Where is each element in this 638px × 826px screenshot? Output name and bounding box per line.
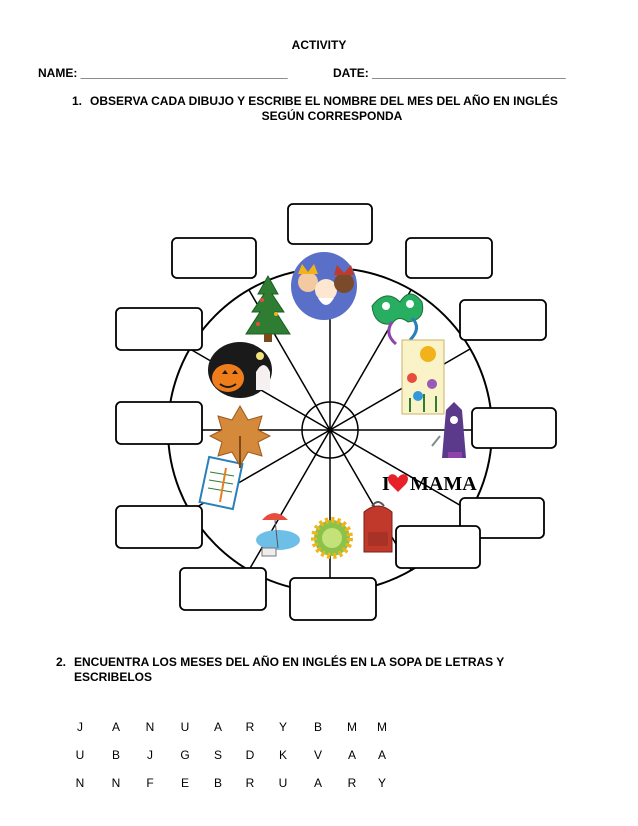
- answer-box-8[interactable]: [180, 568, 266, 610]
- letter-cell[interactable]: R: [245, 776, 255, 790]
- answer-box-12[interactable]: [172, 238, 256, 278]
- letter-cell[interactable]: M: [377, 720, 387, 734]
- letter-cell[interactable]: A: [313, 776, 322, 790]
- summer-beach-icon: [256, 513, 300, 556]
- answer-box-11[interactable]: [116, 308, 202, 350]
- heart-icon: [388, 474, 408, 492]
- letter-cell[interactable]: N: [111, 776, 121, 790]
- answer-box-2[interactable]: [406, 238, 492, 278]
- letter-cell[interactable]: K: [278, 748, 287, 762]
- date-field[interactable]: DATE: _____________________________: [333, 66, 566, 80]
- letter-cell[interactable]: N: [75, 776, 85, 790]
- letter-cell[interactable]: Y: [278, 720, 287, 734]
- letter-cell[interactable]: A: [377, 748, 386, 762]
- mothers-day-label-prefix: I: [382, 473, 390, 495]
- letter-cell[interactable]: G: [180, 748, 190, 762]
- answer-box-3[interactable]: [460, 300, 546, 340]
- letter-cell[interactable]: V: [313, 748, 322, 762]
- halloween-icon: [208, 342, 272, 398]
- answer-box-9[interactable]: [116, 506, 202, 548]
- carnival-mask-icon: [372, 294, 423, 344]
- question-1-text-line1: OBSERVA CADA DIBUJO Y ESCRIBE EL NOMBRE DEL MES DEL AÑO EN INGLÉS: [90, 94, 558, 108]
- letter-cell[interactable]: D: [245, 748, 255, 762]
- letter-cell[interactable]: B: [313, 720, 322, 734]
- three-kings-icon: [291, 252, 357, 320]
- letter-cell[interactable]: Y: [377, 776, 386, 790]
- question-1-text-line2: SEGÚN CORRESPONDA: [261, 109, 403, 123]
- letter-cell[interactable]: S: [213, 748, 222, 762]
- letter-cell[interactable]: U: [180, 720, 190, 734]
- spring-flowers-icon: [402, 340, 444, 414]
- question-1-number: 1.: [72, 94, 83, 108]
- letter-cell[interactable]: F: [146, 776, 154, 790]
- name-field[interactable]: NAME: _______________________________: [38, 66, 288, 80]
- christmas-tree-icon: [246, 276, 290, 342]
- letter-cell[interactable]: U: [278, 776, 288, 790]
- question-2-text-line1: ENCUENTRA LOS MESES DEL AÑO EN INGLÉS EN LA SOPA DE LETRAS Y: [74, 655, 505, 669]
- mothers-day-icon: [382, 473, 477, 495]
- letter-cell[interactable]: N: [145, 720, 155, 734]
- mothers-day-label-suffix: MAMA: [410, 473, 477, 495]
- backpack-icon: [364, 502, 392, 552]
- letter-cell[interactable]: B: [213, 776, 222, 790]
- letter-cell[interactable]: B: [111, 748, 120, 762]
- question-2-number: 2.: [56, 655, 67, 669]
- answer-box-7[interactable]: [290, 578, 376, 620]
- letter-cell[interactable]: J: [77, 720, 83, 734]
- letter-cell[interactable]: M: [347, 720, 357, 734]
- school-notebook-icon: [200, 457, 243, 509]
- answer-box-10[interactable]: [116, 402, 202, 444]
- letter-cell[interactable]: A: [347, 748, 356, 762]
- page-title: ACTIVITY: [291, 38, 347, 52]
- letter-cell[interactable]: E: [180, 776, 189, 790]
- letter-cell[interactable]: A: [213, 720, 222, 734]
- answer-box-6[interactable]: [396, 526, 480, 568]
- letter-cell[interactable]: R: [347, 776, 357, 790]
- answer-box-1[interactable]: [288, 204, 372, 244]
- question-2-text-line2: ESCRIBELOS: [74, 670, 153, 684]
- letter-cell[interactable]: R: [245, 720, 255, 734]
- letter-cell[interactable]: U: [75, 748, 85, 762]
- summer-sun-icon: [314, 520, 350, 556]
- letter-cell[interactable]: J: [147, 748, 153, 762]
- answer-box-4[interactable]: [472, 408, 556, 448]
- letter-cell[interactable]: A: [111, 720, 120, 734]
